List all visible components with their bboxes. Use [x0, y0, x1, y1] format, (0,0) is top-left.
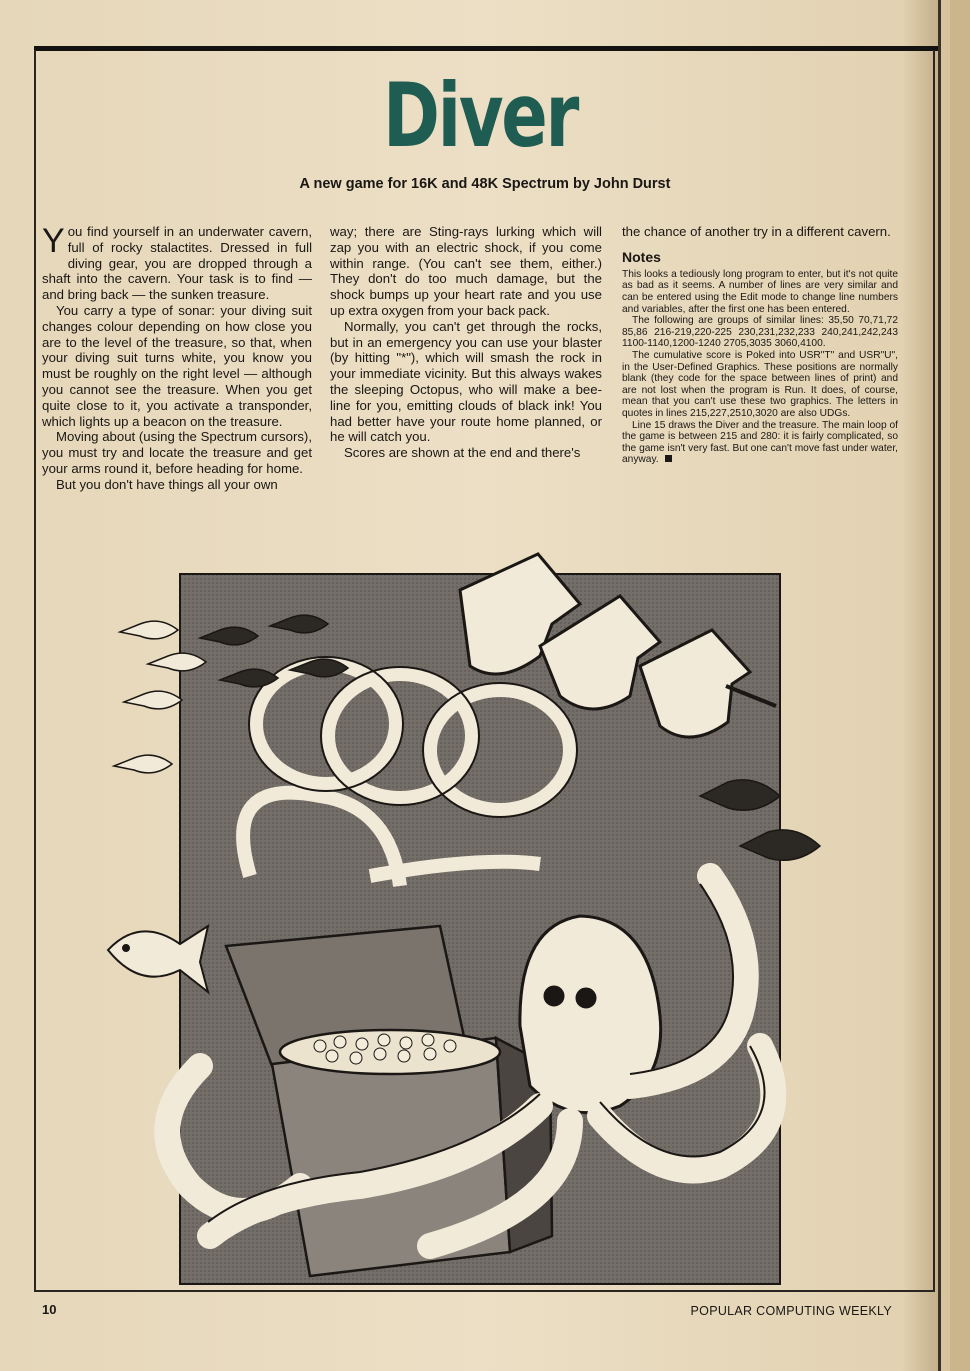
end-of-article-mark [665, 455, 672, 462]
paragraph: Moving about (using the Spectrum cursors), you must try and locate the treasure and get your arms round it, before heading for home. [42, 429, 312, 476]
notes-paragraph: The cumulative score is Poked into USR"T" and USR"U", in the User-Defined Graphics. These positions are normally blank (they code for the space between lines of print) and are not lost when the program is Run. It does, of course, mean that you can't use these two graphics. The letters in quotes in lines 215,227,2510,3020 are also UDGs. [622, 349, 898, 419]
text-column-3 [622, 224, 898, 466]
text-column-1 [42, 224, 312, 493]
notes-heading: Notes [622, 248, 661, 265]
bottom-rule [34, 1290, 935, 1292]
paragraph: Normally, you can't get through the rocks, but in an emergency you can use your blaster (by hitting "*"), which will smash the rock in your immediate vicinity. But this always wakes the sleeping Octopus, who will make a bee-line for you, emitting clouds of black ink! You had better have your route home planned, or he will catch you. [330, 318, 602, 445]
notes-paragraph: The following are groups of similar lines: 35,50 70,71,72 85,86 216-219,220-225 230,231,232,233 240,241,242,243 1100-1140,1200-1240 2705,3035 3060,4100. [622, 315, 898, 350]
notes-paragraph-text: Line 15 draws the Diver and the treasure. The main loop of the game is between 215 and 280: it is fairly complicated, so the game isn't very fast. But one can't move fast under water, anyway. [622, 419, 898, 466]
article-subtitle: A new game for 16K and 48K Spectrum by John Durst [299, 176, 671, 192]
frame-left-rule [34, 50, 36, 1290]
notes-paragraph [622, 420, 898, 466]
frame-right-rule [933, 50, 935, 1290]
paragraph-text: ou find yourself in an underwater cavern, full of rocky stalactites. Dressed in full diving gear, you are dropped through a shaft into the cavern. Your task is to find — and bring back — the sunken treasure. [42, 224, 312, 303]
page-number: 10 [42, 1302, 57, 1317]
paragraph: way; there are Sting-rays lurking which will zap you with an electric shock, if you come within range. (You can't see them, either.) They don't do too much damage, but the shock bumps up your heart rate and you use up extra oxygen from your back pack. [330, 224, 602, 318]
paragraph: the chance of another try in a different cavern. [622, 224, 891, 239]
paragraph: You carry a type of sonar: your diving suit changes colour depending on how close you are to the level of the treasure, so that, when your diving suit turns white, you know you must be roughly on the right level — although you cannot see the treasure. When you get quite close to it, you activate a transponder, which lights up a beacon on the treasure. [42, 302, 312, 429]
drop-cap: Y [42, 222, 65, 260]
paragraph: Scores are shown at the end and there's [344, 445, 581, 461]
paragraph: But you don't have things all your own [56, 476, 278, 492]
magazine-title: POPULAR COMPUTING WEEKLY [690, 1304, 892, 1318]
text-column-2 [330, 224, 602, 461]
top-rule [34, 46, 938, 51]
page-binding-edge [938, 0, 970, 1371]
article-title: Diver [383, 64, 577, 167]
notes-section [622, 269, 898, 466]
octopus-treasure-illustration [100, 546, 860, 1288]
paragraph [42, 224, 312, 303]
notes-paragraph: This looks a tediously long program to enter, but it's not quite as bad as it seems. A number of lines are very similar and can be entered using the Edit mode to change line numbers and variables, after the first one has been entered. [622, 268, 898, 315]
